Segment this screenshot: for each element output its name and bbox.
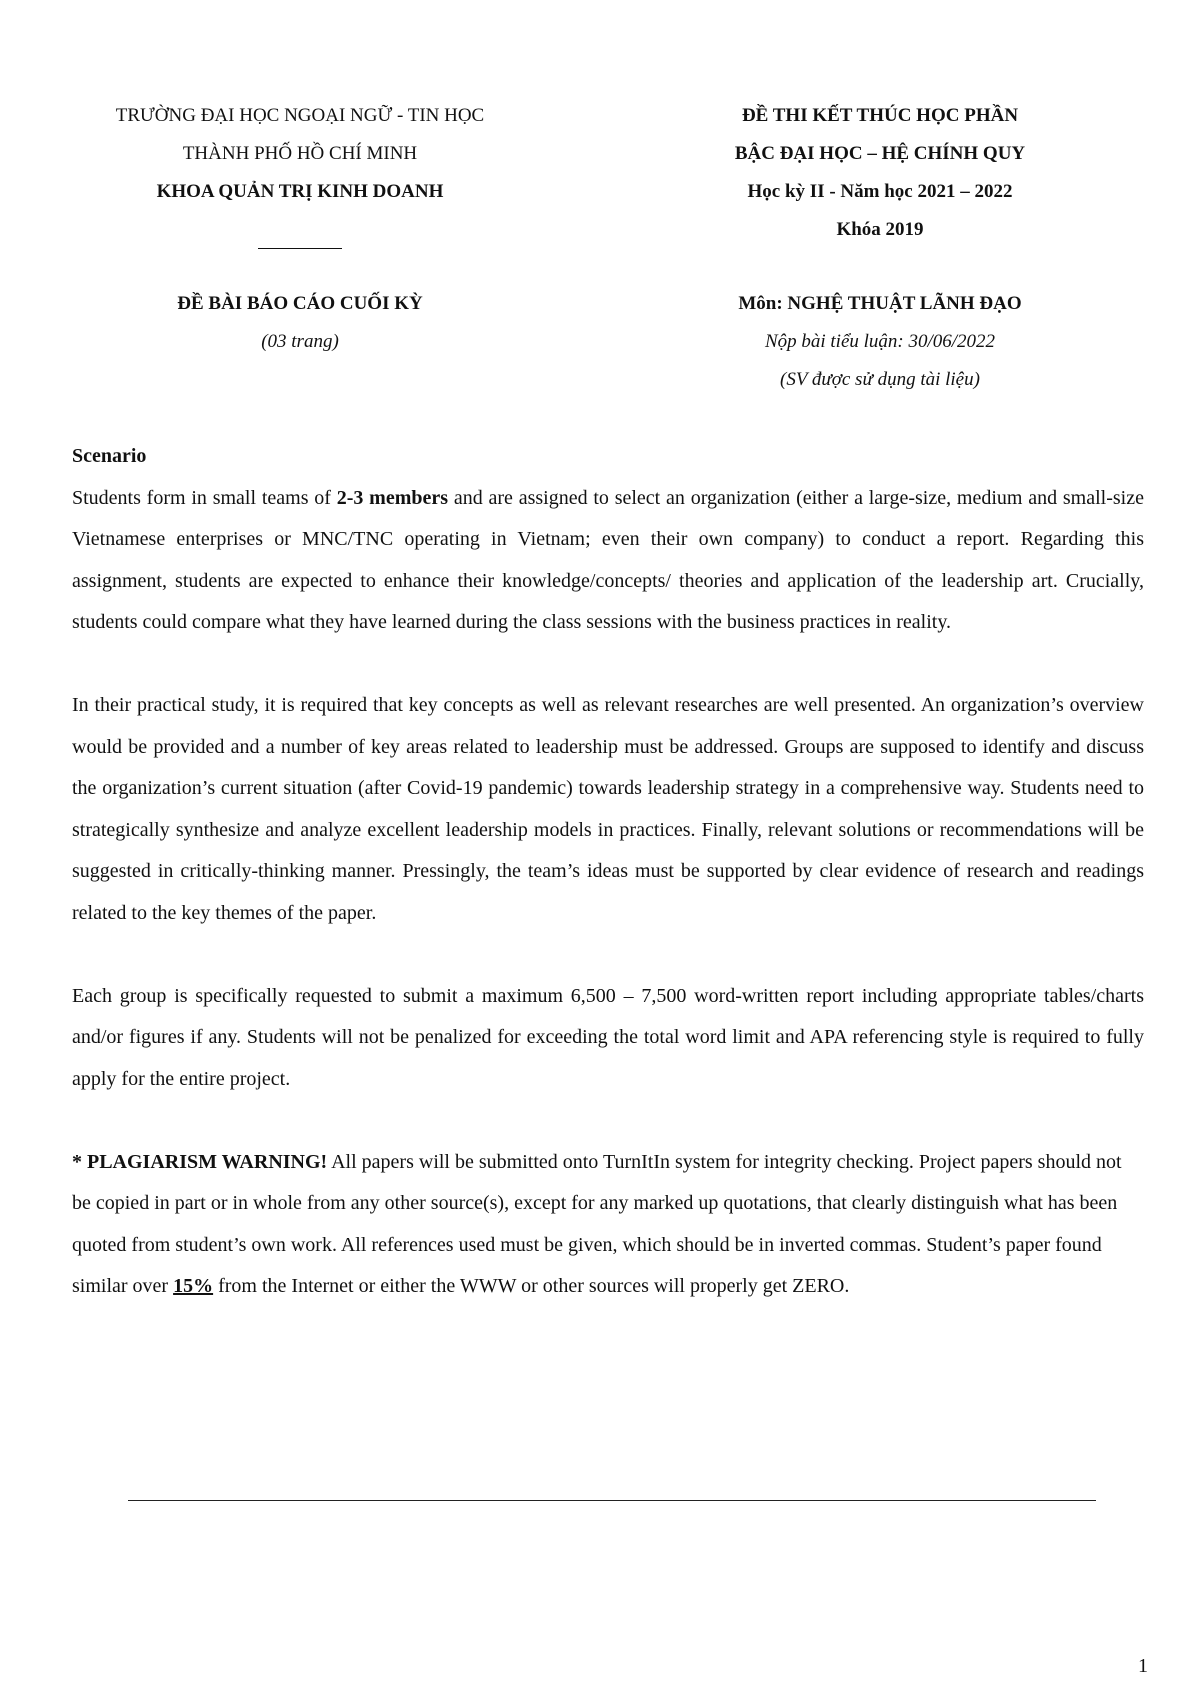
exam-cohort: Khóa 2019 (836, 219, 924, 240)
end-rule (128, 1500, 1096, 1501)
header-right (620, 97, 1140, 399)
university-city: THÀNH PHỐ HỒ CHÍ MINH (182, 143, 418, 164)
materials-note: (SV được sử dụng tài liệu) (780, 369, 980, 390)
exam-level: BẬC ĐẠI HỌC – HỆ CHÍNH QUY (734, 143, 1026, 164)
plagiarism-warning: * PLAGIARISM WARNING! All papers will be submitted onto TurnItIn system for integrity checking. Project papers should not be copied in part or in whole from any other source(s), except for any marked up quotations, that clearly distinguish what has been quoted from student’s own work. All references used must be given, which should be in inverted commas. Student’s paper found similar over 15% from the Internet or either the WWW or other sources will properly get ZERO. (72, 1150, 1122, 1297)
exam-semester: Học kỳ II - Năm học 2021 – 2022 (747, 181, 1013, 202)
similarity-threshold: 15% (173, 1275, 214, 1297)
header-left (40, 97, 560, 361)
subject-name: Môn: NGHỆ THUẬT LÃNH ĐẠO (738, 293, 1022, 314)
header-divider (40, 211, 560, 249)
report-title: ĐỀ BÀI BÁO CÁO CUỐI KỲ (177, 293, 423, 314)
university-name: TRƯỜNG ĐẠI HỌC NGOẠI NGỮ - TIN HỌC (115, 105, 485, 126)
faculty-name: KHOA QUẢN TRỊ KINH DOANH (156, 181, 444, 202)
page-count: (03 trang) (261, 331, 339, 352)
page-number: 1 (1138, 1655, 1148, 1677)
team-size: 2-3 members (336, 486, 449, 509)
scenario-paragraph-3: Each group is specifically requested to submit a maximum 6,500 – 7,500 word-written report including appropriate tables/charts and/or figures if any. Students will not be penalized for exceeding the total word limit and APA referencing style is required to fully apply for the entire project. (72, 984, 1144, 1090)
scenario-heading: Scenario (72, 445, 147, 467)
plagiarism-warning-label: * PLAGIARISM WARNING! (72, 1150, 328, 1173)
scenario-paragraph-2: In their practical study, it is required that key concepts as well as relevant researches are well presented. An organization’s overview would be provided and a number of key areas related to leadership must be addressed. Groups are supposed to identify and discuss the organization’s current situation (after Covid-19 pandemic) towards leadership strategy in a comprehensive way. Students need to strategically synthesize and analyze excellent leadership models in practices. Finally, relevant solutions or recommendations will be suggested in critically-thinking manner. Pressingly, the team’s ideas must be supported by clear evidence of research and readings related to the key themes of the paper. (72, 694, 1144, 924)
scenario-paragraph-1: Students form in small teams of 2-3 members and are assigned to select an organization (either a large-size, medium and small-size Vietnamese enterprises or MNC/TNC operating in Vietnam; even their own company) to conduct a report. Regarding this assignment, students are expected to enhance their knowledge/concepts/ theories and application of the leadership art. Crucially, students could compare what they have learned during the class sessions with the business practices in reality. (72, 486, 1144, 633)
submission-deadline: Nộp bài tiểu luận: 30/06/2022 (764, 331, 996, 352)
document-body (72, 436, 1144, 1308)
exam-title: ĐỀ THI KẾT THÚC HỌC PHẦN (741, 105, 1019, 126)
